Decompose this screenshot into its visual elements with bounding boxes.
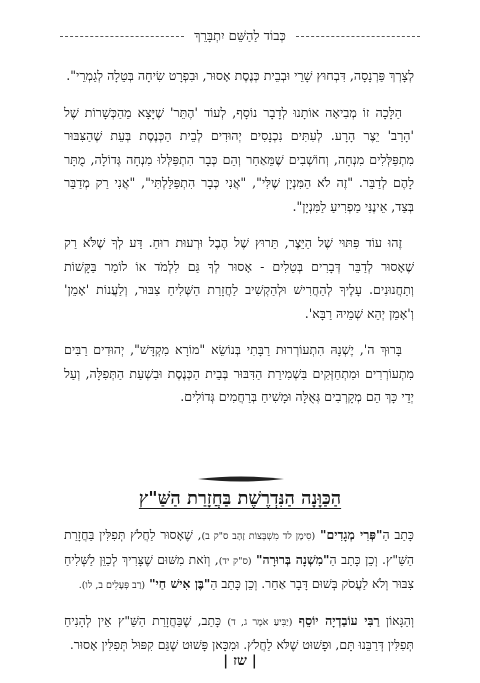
section-paragraph-1 (64, 524, 414, 598)
text-run: כָּתַב הַ (382, 527, 414, 542)
text-run: , וְזֹאת מִשּׁוּם שֶׁצָּרִיךְ לְכַוֵּן לַשְּׁלִיחַ צִבּוּר וְלֹא לַעֲסֹק בְּשׁוּם דָּבָר אַחֵר. וְכֵן כָּתַב הַ (64, 551, 414, 591)
source-ref: (רַב פְּעָלִים ב, לו). (78, 580, 146, 591)
source-ref: (סִימָן לד מִשְׁבְּצוֹת זָהָב ס"ק ב) (201, 531, 316, 542)
source-ref: (יַבִּיעַ אֹמֶר ג, ד) (227, 616, 293, 628)
source-title: "בֶּן אִישׁ חַי" (149, 576, 211, 591)
body-text (64, 64, 414, 422)
ornament-divider (196, 474, 286, 484)
section-body (64, 524, 414, 669)
source-title: "מִשְׁנָה בְּרוּרָה" (256, 551, 330, 567)
text-run: וְהַגָּאוֹן (379, 612, 415, 628)
header-rule-right (296, 36, 420, 37)
text-run: , שֶׁאָסוּר לַחֲלֹץ תְּפִלִּין בַּחֲזָרַת הַשַּׁ"ץ. וְכֵן כָּתַב הַ (64, 527, 414, 567)
source-title: "פְּרִי מְגָדִים" (320, 527, 383, 542)
source-author: רַבִּי עוֹבַדְיָה יוֹסֵף (298, 612, 380, 628)
source-ref: (ס"ק יד) (218, 555, 252, 567)
paragraph-2: הַלָּכָה זוֹ מְבִיאָה אוֹתָנוּ לְדָבָר נוֹסָף, לְעוֹד 'הֶתֵּר' שֶׁיָּצָא מֵהַכְּשָׁרוֹת שֶׁל 'הָרַב' יֵצֶר הָרָע. לְעִתִּים נִכְנָסִים יְהוּדִים לְבֵית הַכְּנֶסֶת בְּעֵת שֶׁהַצִּבּוּר מִתְפַּלְּלִים מִנְחָה, וְחוֹשְׁבִים שֶׁמֵּאַחַר וְהֵם כְּבָר הִתְפַּלְּלוּ מִנְחָה גְּדוֹלָה, מֻתָּר לָהֶם לְדַבֵּר. "זֶה לֹא הַמִּנְיָן שֶׁלִּי", "אֲנִי כְּבָר הִתְפַּלַּלְתִּי", "אֲנִי רַק מְדַבֵּר בְּצַד, אֵינֶנִּי מַפְרִיעַ לַמִּנְיָן". (64, 104, 414, 214)
page-number: | שז | (223, 653, 257, 669)
section-paragraph-2 (64, 610, 414, 657)
paragraph-1: לְצָרְךְ פַּרְנָסָה, דִּבְחוּץ שָׁרֵי וּבְבֵית כְּנֶסֶת אָסוּר, וּבִפְרָט שִׂיחָה בְּטֵלָה לְגַמְרֵי". (66, 68, 414, 83)
paragraph-4: בָּרוּךְ ה', יֶשְׁנָהּ הִתְעוֹרְרוּת רַבָּתִי בְּנוֹשֵׂא "מוֹרָא מִקְדָּשׁ", יְהוּדִים רַבִּים מִתְעוֹרְרִים וּמִתְחַזְּקִים בִּשְׁמִירַת הַדִּבּוּר בְּבֵית הַכְּנֶסֶת וּבִשְׁעַת הַתְּפִלָּה, וְעַל יְדֵי כָּךְ הֵם מְקָרְבִים גְּאֻלָּה וּמָשִׁיחַ בְּרַחֲמִים גְּדוֹלִים. (64, 342, 414, 404)
paragraph-3: זֶהוּ עוֹד פִּתּוּי שֶׁל הַיֵּצֶר, תֵּרוּץ שֶׁל הֶבֶל וּרְעוּת רוּחַ. דַּע לְךָ שֶׁלֹּא רַק שֶׁאָסוּר לְדַבֵּר דְּבָרִים בְּטֵלִים - אָסוּר לְךָ גַּם לִלְמֹד אוֹ לוֹמַר בַּקָּשׁוֹת וְתַחֲנוּנִים. עָלֶיךָ לְהַחֲרִישׁ וּלְהַקְשִׁיב לַחֲזָרַת הַשְּׁלִיחַ צִבּוּר, וְלַעֲנוֹת 'אָמֵן' וְ'אָמֵן יְהֵא שְׁמֵיהּ רַבָּא'. (64, 235, 414, 321)
header-title: כְּבוֹד לַהַשֵּׁם יִתְבָּרֵךְ (194, 29, 286, 44)
header-rule-left (60, 36, 184, 37)
running-header (60, 28, 420, 44)
section-title: הַכַּוָּנָה הַנִּדְרֶשֶׁת בַּחֲזָרַת הַשַּׁ"ץ (138, 488, 342, 509)
text-run: כָּתַב, שֶׁבַּחֲזָרַת הַשַּׁ"ץ אֵין לְהָנִיחַ תְּפִלִּין דְּרַבֵּנוּ תָּם, וּפָשׁוּט שֶׁלֹּא לַחֲלֹץ. וּמִכָּאן פָּשׁוּט שֶׁגַּם קִפּוּל תְּפִלִּין אָסוּר. (64, 612, 414, 652)
